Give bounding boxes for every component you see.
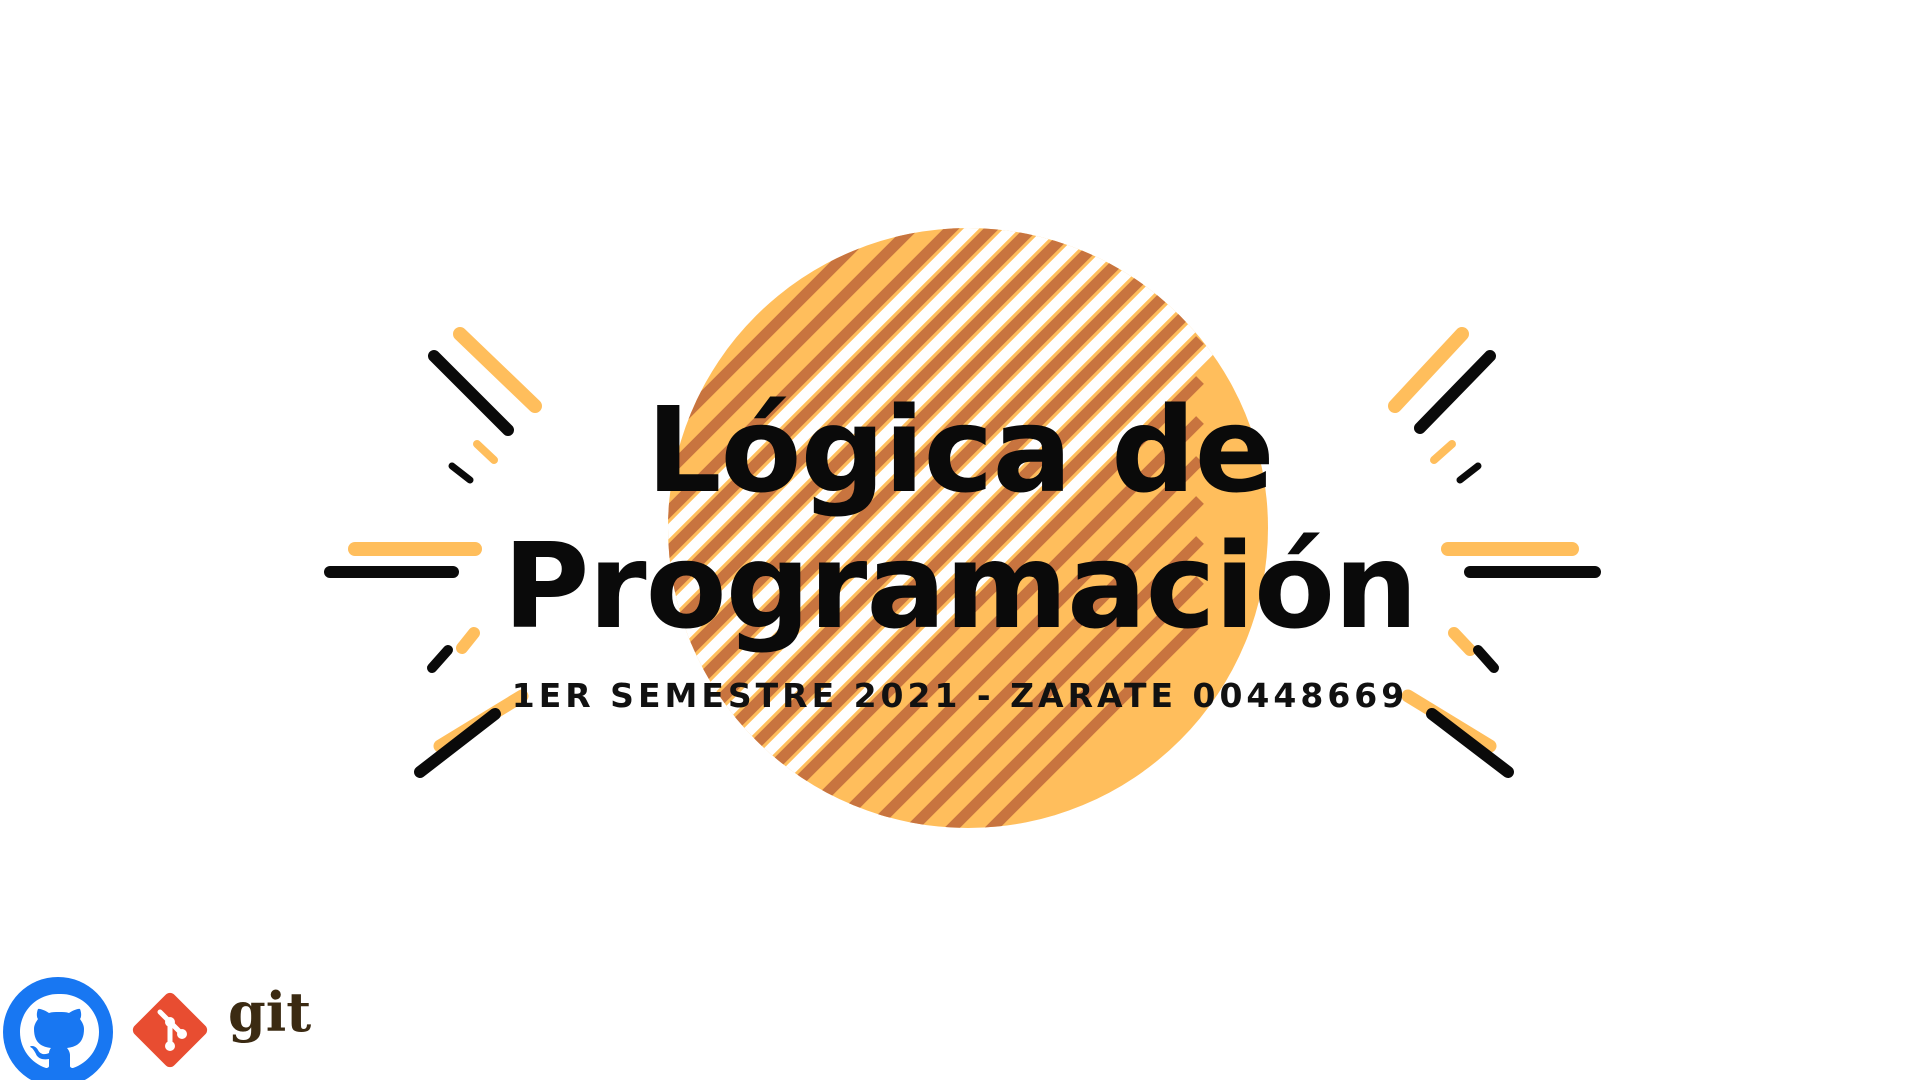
- logo-strip: [0, 976, 330, 1080]
- git-wordmark: git: [228, 980, 312, 1044]
- git-icon: [130, 990, 210, 1070]
- github-icon: [2, 976, 114, 1080]
- slide-subtitle: 1ER SEMESTRE 2021 - ZARATE 00448669: [511, 676, 1409, 715]
- title-line-1: Lógica de: [646, 381, 1274, 519]
- slide-title: [460, 382, 1460, 654]
- title-line-2: Programación: [502, 517, 1418, 655]
